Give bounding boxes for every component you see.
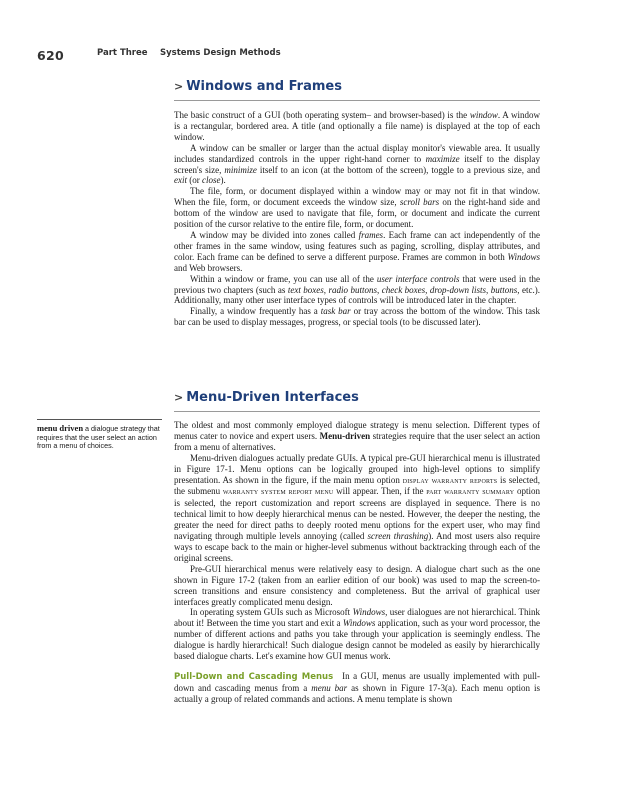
glossary-definition: a dialogue strategy that requires that the user select an action from a menu of choices. [37, 424, 160, 451]
running-head [37, 45, 281, 63]
page-number: 620 [37, 48, 64, 63]
section-heading-text: Menu-Driven Interfaces [186, 390, 359, 405]
paragraph: Within a window or frame, you can use all of the user interface controls that were used in the previous two chapters (such as text boxes, radio buttons, check boxes, drop-down lists, buttons, etc.). Additionally, many other user interface types of controls will be introduced later in the chapter. [174, 273, 540, 306]
part-label: Part Three [97, 48, 148, 58]
paragraph: Pull-Down and Cascading Menus In a GUI, menus are usually implemented with pull-down and cascading menus from a menu bar as shown in Figure 17-3(a). Each menu option is actually a group of related commands and actions. A menu template is shown [174, 670, 541, 704]
paragraph: The oldest and most commonly employed dialogue strategy is menu selection. Different types of menus cater to novice and expert users. Menu-driven strategies require that the user select an action from a menu of alternatives. [174, 420, 540, 452]
paragraph: The basic construct of a GUI (both operating system– and browser-based) is the window. A window is a rectangular, bordered area. A title (and optionally a file name) is displayed at the top of each window. [174, 110, 540, 142]
chevron-right-icon: > [174, 80, 184, 93]
chevron-right-icon: > [174, 391, 184, 404]
paragraph: In operating system GUIs such as Microsoft Windows, user dialogues are not hierarchical. Think about it! Between the time you start and exit a Windows application, such as your word processor, the number of different actions and paths you take through your application is seemingly endless. The dialogue is hardly hierarchical! Such dialogue design cannot be modeled as easily by hierarchically based dialogue charts. Let's examine how GUI menus work. [174, 607, 540, 662]
section-rule [174, 100, 540, 101]
subsection-heading: Pull-Down and Cascading Menus [174, 671, 334, 682]
paragraph: A window can be smaller or larger than the actual display monitor's viewable area. It usually includes standardized controls in the upper right-hand corner to maximize itself to the display screen's size, minimize itself to an icon (at the bottom of the screen), toggle to a previous size, and exit (or close). [174, 142, 540, 186]
section-heading [174, 79, 540, 97]
paragraph: A window may be divided into zones called frames. Each frame can act independently of the other frames in the same window, using features such as paging, scrolling, display attributes, and color. Each frame can be defined to serve a different purpose. Frames are common in both Windows and Web browsers. [174, 229, 541, 273]
section-menu-driven [174, 390, 540, 705]
paragraph: Menu-driven dialogues actually predate GUIs. A typical pre-GUI hierarchical menu is illustrated in Figure 17-1. Menu options can be logically grouped into high-level options to simplify presentation. As shown in the figure, if the main menu option display warranty reports is selected, the submenu warranty system report menu will appear. Then, if the part warranty summary option is selected, the report customization and report screens are displayed in sequence. There is no technical limit to how deeply hierarchical menus can be nested. However, the deeper the nesting, the greater the need for direct paths to deeply rooted menu options for the expert user, who may find navigating through multiple levels annoying (called screen thrashing). And most users also require ways to escape back to the main or higher-level submenus without backtracking through each of the original screens. [174, 452, 540, 563]
margin-rule [37, 419, 162, 420]
margin-glossary-note [37, 424, 162, 451]
chapter-title: Systems Design Methods [160, 48, 281, 58]
paragraph: Pre-GUI hierarchical menus were relatively easy to design. A dialogue chart such as the one shown in Figure 17-2 (taken from an earlier edition of our book) was used to map the screen-to-screen transitions and ensure consistency and completeness. But the arrival of graphical user interfaces greatly complicated menu design. [174, 563, 540, 607]
section-heading [174, 390, 540, 408]
paragraph: The file, form, or document displayed within a window may or may not fit in that window. When the file, form, or document exceeds the window size, scroll bars on the right-hand side and bottom of the window are used to navigate that file, form, or document and indicate the current position of the cursor relative to the entire file, form, or document. [174, 186, 540, 230]
section-rule [174, 411, 540, 412]
section-windows-frames [174, 79, 540, 328]
paragraph: Finally, a window frequently has a task bar or tray across the bottom of the window. This task bar can be used to display messages, progress, or special tools (to be discussed later). [174, 306, 540, 328]
section-heading-text: Windows and Frames [186, 79, 342, 94]
glossary-term: menu driven [37, 423, 84, 433]
